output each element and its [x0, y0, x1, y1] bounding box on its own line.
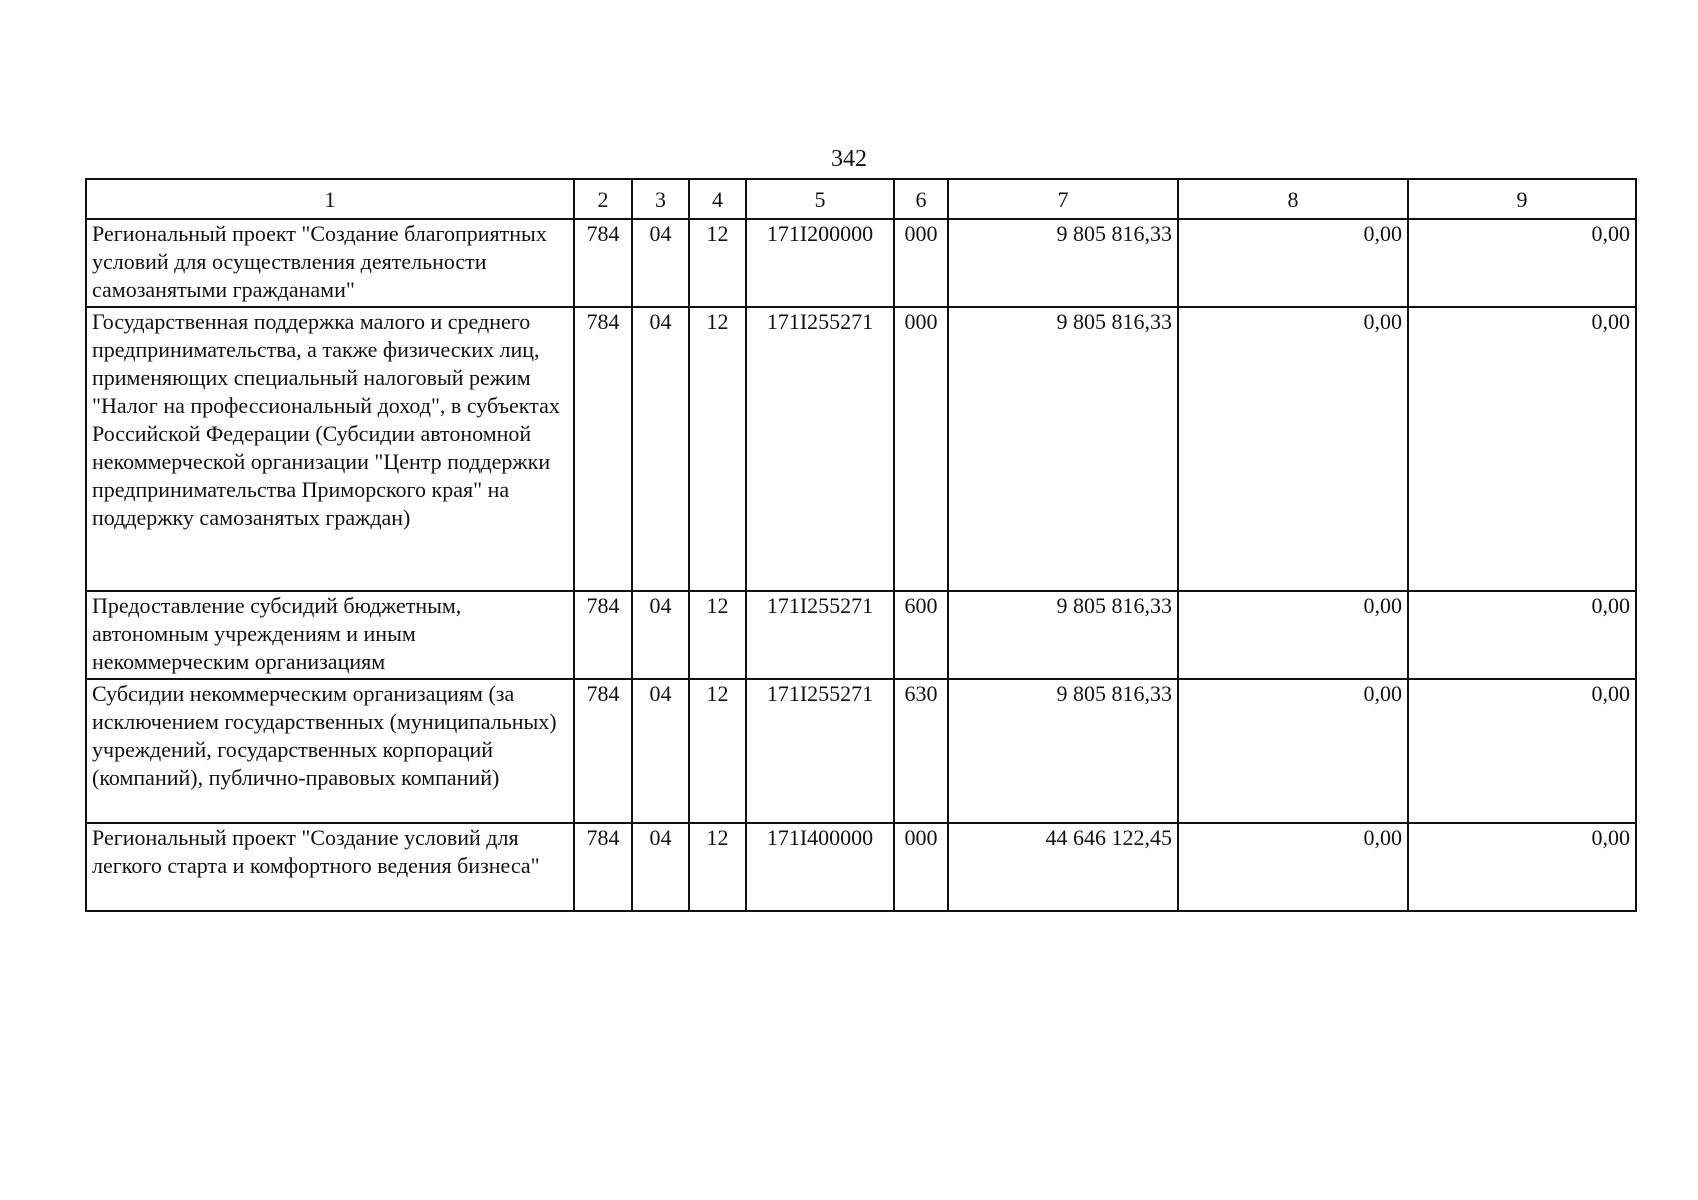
- row-code-4: 12: [689, 591, 746, 679]
- row-code-4: 12: [689, 219, 746, 307]
- row-code-3: 04: [632, 307, 689, 591]
- row-code-5: 171I255271: [746, 679, 894, 823]
- row-amount-8: 0,00: [1178, 219, 1408, 307]
- row-code-3: 04: [632, 823, 689, 911]
- table-row: [86, 679, 1636, 823]
- row-name: Субсидии некоммерческим организациям (за исключением государственных (муниципальных) учреждений, государственных корпораций (компаний), публично-правовых компаний): [86, 679, 574, 823]
- row-code-5: 171I400000: [746, 823, 894, 911]
- column-header-8: 8: [1178, 179, 1408, 219]
- row-amount-9: 0,00: [1408, 823, 1636, 911]
- column-header-1: 1: [86, 179, 574, 219]
- row-amount-9: 0,00: [1408, 591, 1636, 679]
- table-row: [86, 823, 1636, 911]
- row-amount-8: 0,00: [1178, 591, 1408, 679]
- row-code-5: 171I255271: [746, 307, 894, 591]
- table-header: [86, 179, 1636, 219]
- row-code-3: 04: [632, 591, 689, 679]
- table-row: [86, 219, 1636, 307]
- row-code-6: 600: [894, 591, 948, 679]
- table-row: [86, 307, 1636, 591]
- column-header-6: 6: [894, 179, 948, 219]
- row-code-5: 171I200000: [746, 219, 894, 307]
- row-amount-9: 0,00: [1408, 219, 1636, 307]
- row-amount-8: 0,00: [1178, 307, 1408, 591]
- column-header-4: 4: [689, 179, 746, 219]
- row-amount-8: 0,00: [1178, 679, 1408, 823]
- column-header-3: 3: [632, 179, 689, 219]
- row-name: Предоставление субсидий бюджетным, автономным учреждениям и иным некоммерческим организациям: [86, 591, 574, 679]
- table-row: [86, 591, 1636, 679]
- row-code-2: 784: [574, 219, 632, 307]
- row-code-6: 000: [894, 219, 948, 307]
- row-code-4: 12: [689, 307, 746, 591]
- row-code-3: 04: [632, 679, 689, 823]
- row-amount-7: 9 805 816,33: [948, 591, 1178, 679]
- row-code-6: 000: [894, 307, 948, 591]
- column-header-5: 5: [746, 179, 894, 219]
- row-code-2: 784: [574, 591, 632, 679]
- column-header-9: 9: [1408, 179, 1636, 219]
- row-name: Государственная поддержка малого и среднего предпринимательства, а также физических лиц, применяющих специальный налоговый режим "Налог на профессиональный доход", в субъектах Российской Федерации (Субсидии автономной некоммерческой организации "Центр поддержки предпринимательства Приморского края" на поддержку самозанятых граждан): [86, 307, 574, 591]
- row-name: Региональный проект "Создание условий для легкого старта и комфортного ведения бизнеса": [86, 823, 574, 911]
- row-amount-9: 0,00: [1408, 307, 1636, 591]
- row-amount-7: 9 805 816,33: [948, 219, 1178, 307]
- page-number: 342: [831, 146, 867, 172]
- row-code-2: 784: [574, 823, 632, 911]
- row-name: Региональный проект "Создание благоприятных условий для осуществления деятельности самозанятыми гражданами": [86, 219, 574, 307]
- header-row: [86, 179, 1636, 219]
- row-code-2: 784: [574, 679, 632, 823]
- row-amount-7: 9 805 816,33: [948, 679, 1178, 823]
- row-amount-8: 0,00: [1178, 823, 1408, 911]
- column-header-2: 2: [574, 179, 632, 219]
- table-body: [86, 219, 1636, 911]
- row-amount-7: 44 646 122,45: [948, 823, 1178, 911]
- row-code-4: 12: [689, 679, 746, 823]
- row-code-4: 12: [689, 823, 746, 911]
- row-amount-7: 9 805 816,33: [948, 307, 1178, 591]
- budget-table: [85, 178, 1637, 912]
- row-code-3: 04: [632, 219, 689, 307]
- row-amount-9: 0,00: [1408, 679, 1636, 823]
- row-code-6: 630: [894, 679, 948, 823]
- row-code-5: 171I255271: [746, 591, 894, 679]
- row-code-2: 784: [574, 307, 632, 591]
- row-code-6: 000: [894, 823, 948, 911]
- column-header-7: 7: [948, 179, 1178, 219]
